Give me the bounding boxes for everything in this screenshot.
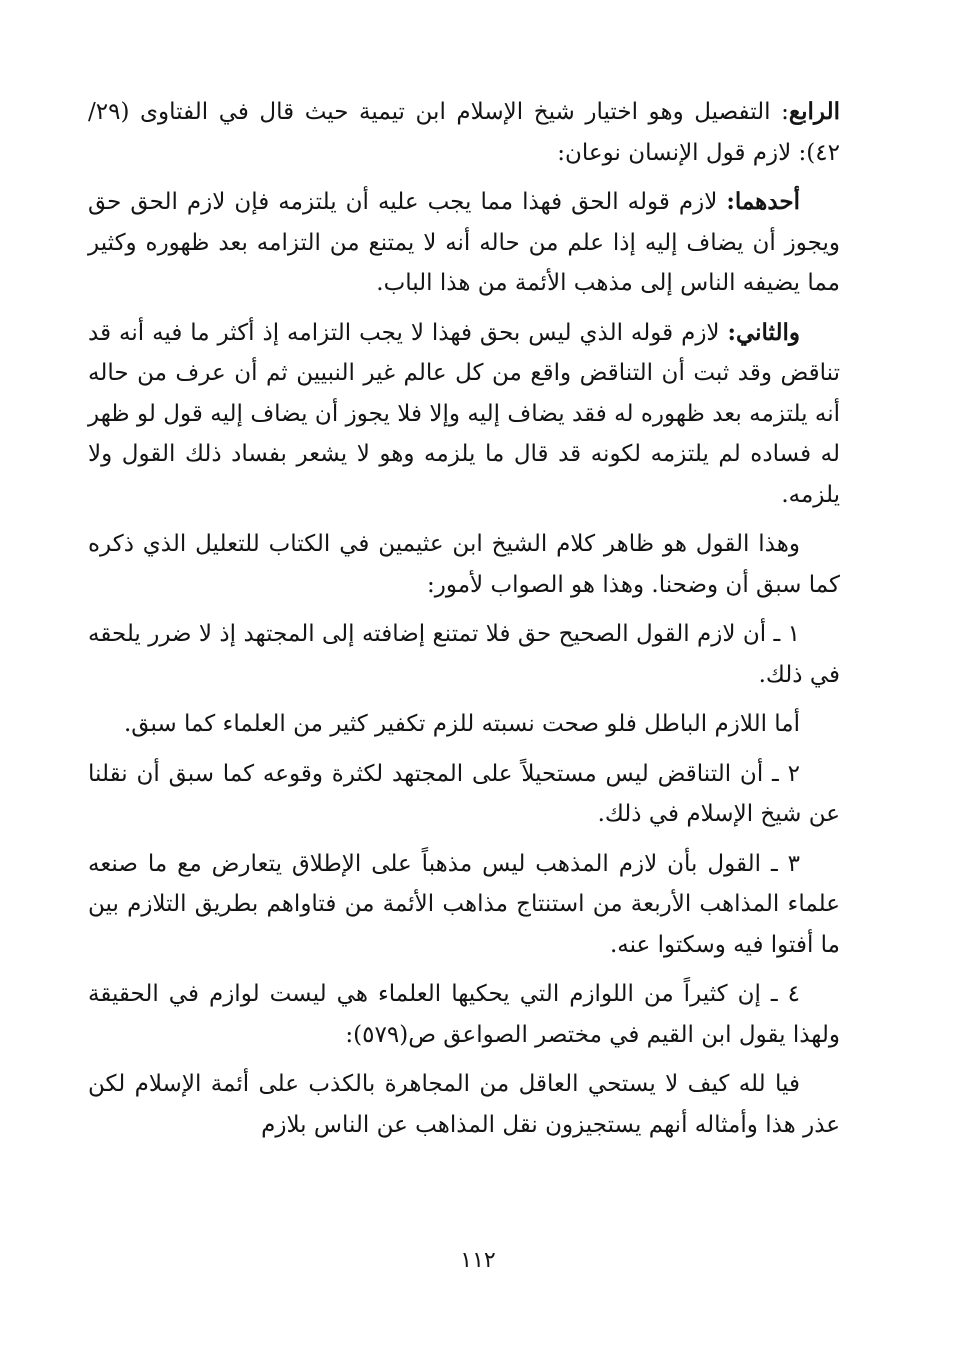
paragraph-lead: والثاني:	[727, 318, 800, 346]
paragraph-text: وهذا القول هو ظاهر كلام الشيخ ابن عثيمين في الكتاب للتعليل الذي ذكره كما سبق أن وضحنا. وهذا هو الصواب لأمور:	[88, 531, 840, 598]
paragraph-text: لازم قوله الذي ليس بحق فهذا لا يجب التزامه إذ أكثر ما فيه أنه قد تناقض وقد ثبت أن التناقض واقع من كل عالم غير النبيين ثم أن عرف من حاله أنه يلتزمه بعد ظهوره له فقد يضاف إليه وإلا فلا يجوز أن يضاف إليه قول لو ظهر له فساده لم يلتزمه لكونه قد قال ما يلزمه وهو لا يشعر بفساد ذلك القول ولا يلزمه.	[88, 319, 840, 508]
paragraph-fourth-opinion	[88, 92, 840, 173]
paragraph-text: : التفصيل وهو اختيار شيخ الإسلام ابن تيمية حيث قال في الفتاوى (٢٩/ ٤٢): لازم قول الإنسان نوعان:	[88, 99, 840, 166]
paragraph-text: ٤ ـ إن كثيراً من اللوازم التي يحكيها العلماء هي ليست لوازم في الحقيقة ولهذا يقول ابن القيم في مختصر الصواعق ص(٥٧٩):	[88, 981, 840, 1048]
paragraph-lead: أحدهما:	[726, 188, 800, 215]
paragraph-first-type	[88, 182, 840, 304]
paragraph-text: ٢ ـ أن التناقض ليس مستحيلاً على المجتهد لكثرة وقوعه كما سبق أن نقلنا عن شيخ الإسلام في ذلك.	[88, 760, 840, 827]
paragraph-quotation	[88, 1064, 840, 1145]
paragraph-point-1	[88, 614, 840, 695]
paragraph-point-1-note	[88, 704, 840, 745]
paragraph-text: ١ ـ أن لازم القول الصحيح حق فلا تمتنع إضافته إلى المجتهد إذ لا ضرر يلحقه في ذلك.	[88, 621, 840, 688]
page-number: ١١٢	[460, 1248, 496, 1273]
paragraph-text: ٣ ـ القول بأن لازم المذهب ليس مذهباً على الإطلاق يتعارض مع ما صنعه علماء المذاهب الأربعة من استنتاج مذاهب الأئمة من فتاواهم بطريق التلازم بين ما أفتوا فيه وسكتوا عنه.	[88, 850, 840, 958]
paragraph-conclusion	[88, 524, 840, 605]
paragraph-text: أما اللازم الباطل فلو صحت نسبته للزم تكفير كثير من العلماء كما سبق.	[123, 711, 800, 737]
paragraph-point-4	[88, 974, 840, 1055]
paragraph-text: لازم قوله الحق فهذا مما يجب عليه أن يلتزمه فإن لازم الحق حق ويجوز أن يضاف إليه إذا علم من حاله أنه لا يمتنع من التزامه بعد ظهوره وكثير مما يضيفه الناس إلى مذهب الأئمة من هذا الباب.	[88, 189, 840, 296]
paragraph-point-2	[88, 754, 840, 835]
paragraph-point-3	[88, 844, 840, 966]
paragraph-lead: الرابع	[788, 98, 840, 125]
paragraph-text: فيا لله كيف لا يستحي العاقل من المجاهرة بالكذب على أئمة الإسلام لكن عذر هذا وأمثاله أنهم يستجيزون نقل المذاهب عن الناس بلازم	[88, 1071, 840, 1138]
paragraph-second-type	[88, 313, 840, 516]
body-text	[88, 92, 840, 1154]
